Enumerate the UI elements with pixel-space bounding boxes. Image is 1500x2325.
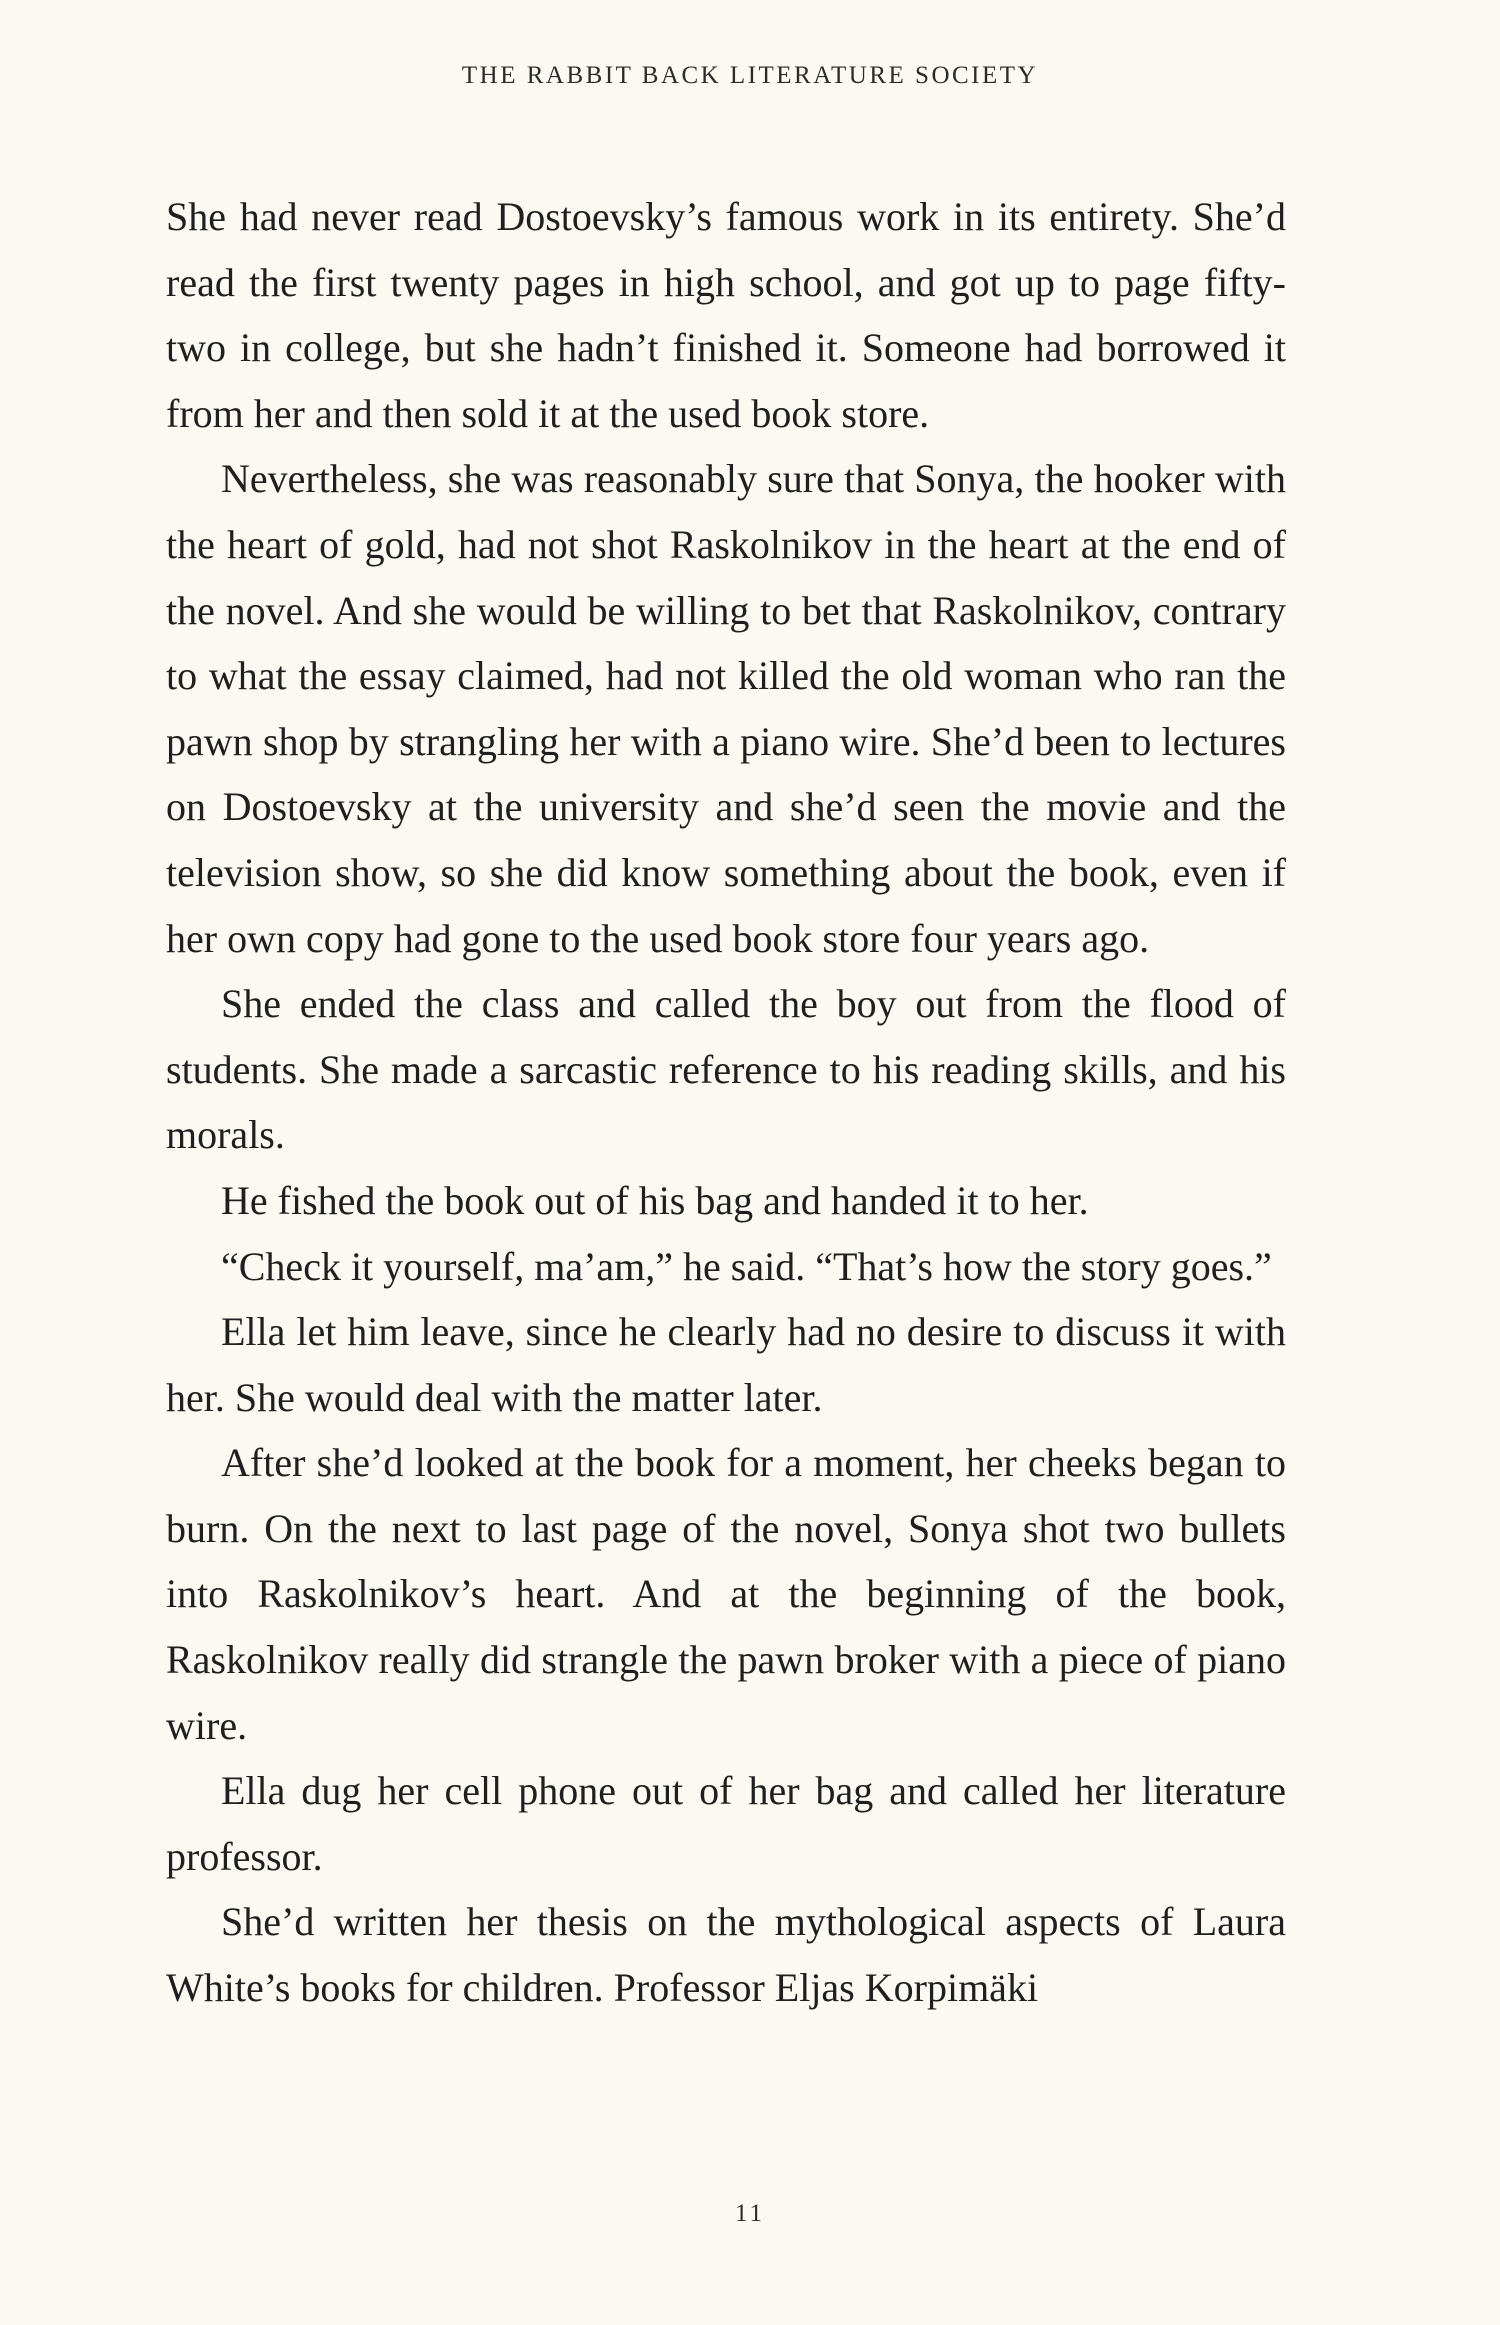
paragraph: Ella dug her cell phone out of her bag and called her literature professor. [166,1768,1286,1879]
paragraph: She’d written her thesis on the mythological aspects of Laura White’s books for children. Professor Eljas Korpimäki [166,1899,1286,2011]
paragraph: Ella let him leave, since he clearly had no desire to discuss it with her. She would deal with the matter later. [166,1309,1286,1420]
paragraph: After she’d looked at the book for a moment, her cheeks began to burn. On the next to last page of the novel, Sonya shot two bullets into Raskolnikov’s heart. And at the beginning of the book, Raskolnikov really did strangle the pawn broker with a piece of piano wire. [166,1440,1286,1748]
page-number: 11 [734,2200,766,2227]
paragraph: He fished the book out of his bag and handed it to her. [221,1177,1089,1223]
paragraph: She ended the class and called the boy out from the flood of students. She made a sarcastic reference to his reading skills, and his morals. [166,981,1286,1158]
paragraph: She had never read Dostoevsky’s famous work in its entirety. She’d read the first twenty pages in high school, and got up to page fifty-two in college, but she hadn’t finished it. Someone had borrowed it from her and then sold it at the used book store. [166,194,1286,436]
body-text [166,184,1286,2021]
paragraph: “Check it yourself, ma’am,” he said. “That’s how the story goes.” [221,1243,1272,1289]
paragraph: Nevertheless, she was reasonably sure that Sonya, the hooker with the heart of gold, had not shot Raskolnikov in the heart at the end of the novel. And she would be willing to bet that Raskolnikov, contrary to what the essay claimed, had not killed the old woman who ran the pawn shop by strangling her with a piano wire. She’d been to lectures on Dostoevsky at the university and she’d seen the movie and the television show, so she did know something about the book, even if her own copy had gone to the used book store four years ago. [166,456,1286,961]
running-head: THE RABBIT BACK LITERATURE SOCIETY [461,62,1039,89]
